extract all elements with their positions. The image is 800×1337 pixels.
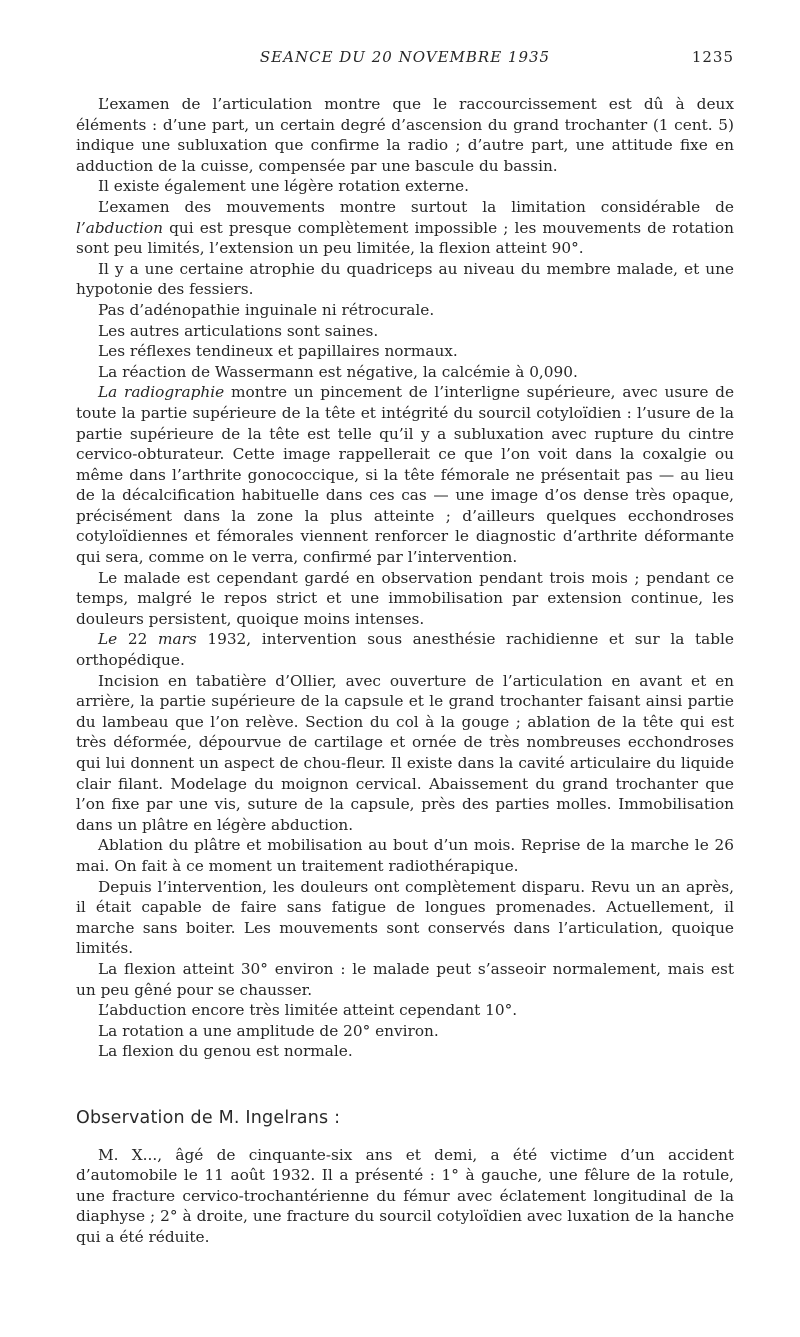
text-run: Il existe également une légère rotation externe.: [98, 177, 469, 196]
paragraph: [76, 362, 734, 383]
text-run: L’examen de l’articulation montre que le raccourcissement est dû à deux éléments : d’une part, un certain degré d’ascension du grand trochanter (1 cent. 5) indique une subluxation que confirme la radio ; d’autre part, une attitude fixe en adduction de la cuisse, compensée par une bascule du bassin.: [76, 95, 734, 175]
text-run: M. X..., âgé de cinquante-six ans et demi, a été victime d’un accident d’automobile le 11 août 1932. Il a présenté : 1° à gauche, une fêlure de la rotule, une fracture cervico-trochantérienne du fémur avec éclatement longitudinal de la diaphyse ; 2° à droite, une fracture du sourcil cotyloïdien avec luxation de la hanche qui a été réduite.: [76, 1145, 734, 1246]
italic-text: La radiographie: [98, 383, 225, 402]
paragraph: [76, 1041, 734, 1062]
text-run: La réaction de Wassermann est négative, la calcémie à 0,090.: [98, 362, 578, 381]
text-run: Pas d’adénopathie inguinale ni rétrocurale.: [98, 300, 435, 319]
paragraph: [76, 959, 734, 1000]
paragraph: [76, 176, 734, 197]
paragraph: [76, 197, 734, 259]
text-run: Le malade est cependant gardé en observation pendant trois mois ; pendant ce temps, malgré le repos strict et une immobilisation par extension continue, les douleurs persistent, quoique moins intenses.: [76, 568, 734, 628]
text-run: qui est presque complètement impossible ; les mouvements de rotation sont peu limités, l’extension un peu limitée, la flexion atteint 90°.: [76, 218, 734, 258]
text-run: Depuis l’intervention, les douleurs ont complètement disparu. Revu un an après, il était capable de faire sans fatigue de longues promenades. Actuellement, il marche sans boiter. Les mouvements sont conservés dans l’articulation, quoique limités.: [76, 877, 734, 958]
text-run: 22: [117, 630, 158, 649]
paragraph-list: [76, 94, 734, 1062]
paragraph: [76, 1145, 734, 1248]
paragraph: [76, 568, 734, 630]
text-run: Il y a une certaine atrophie du quadriceps au niveau du membre malade, et une hypotonie des fessiers.: [76, 259, 734, 299]
paragraph: [76, 321, 734, 342]
paragraph: [76, 1000, 734, 1021]
paragraph: [76, 629, 734, 670]
text-run: La flexion atteint 30° environ : le malade peut s’asseoir normalement, mais est un peu gêné pour se chausser.: [76, 959, 734, 999]
running-title: SEANCE DU 20 NOVEMBRE 1935: [259, 48, 551, 66]
text-run: Les autres articulations sont saines.: [98, 321, 379, 340]
italic-text: mars: [157, 630, 197, 649]
text-run: L’abduction encore très limitée atteint cependant 10°.: [98, 1001, 518, 1020]
paragraph: [76, 341, 734, 362]
italic-text: Le: [98, 630, 118, 649]
page-number: 1235: [691, 48, 734, 66]
paragraph: [76, 300, 734, 321]
text-run: Incision en tabatière d’Ollier, avec ouverture de l’articulation en avant et en arrière, la partie supérieure de la capsule et le grand trochanter faisant ainsi partie du lambeau que l’on relève. Section du col à la gouge ; ablation de la tête qui est très déformée, dépourvue de cartilage et ornée de très nombreuses ecchondroses qui lui donnent un aspect de chou-fleur. Il existe dans la cavité articulaire du liquide clair filant. Modelage du moignon cervical. Abaissement du grand trochanter que l’on fixe par une vis, suture de la capsule, près des parties molles. Immobilisation dans un plâtre en légère abduction.: [76, 671, 734, 834]
paragraph: [76, 671, 734, 836]
text-run: La flexion du genou est normale.: [98, 1042, 353, 1061]
observation-heading: Observation de M. Ingelrans :: [76, 1107, 341, 1128]
book-page: [76, 48, 734, 1318]
text-run: Les réflexes tendineux et papillaires normaux.: [98, 342, 458, 361]
italic-text: l’abduction: [76, 218, 163, 237]
paragraph: [76, 877, 734, 959]
observation-paragraph-list: [76, 1145, 734, 1248]
paragraph: [76, 259, 734, 300]
paragraph: [76, 94, 734, 176]
text-run: L’examen des mouvements montre surtout la limitation considérable de: [98, 197, 734, 216]
text-run: La rotation a une amplitude de 20° environ.: [98, 1021, 439, 1040]
text-run: Ablation du plâtre et mobilisation au bout d’un mois. Reprise de la marche le 26 mai. On fait à ce moment un traitement radiothérapique.: [76, 836, 734, 875]
paragraph: [76, 835, 734, 876]
paragraph: [76, 1021, 734, 1042]
text-run: montre un pincement de l’interligne supérieure, avec usure de toute la partie supérieure de la tête et intégrité du sourcil cotyloïdien : l’usure de la partie supérieure de la tête est telle qu’il y a subluxation avec rupture du cintre cervico-obturateur. Cette image rappellerait ce que l’on voit dans la coxalgie ou même dans l’arthrite gonococcique, si la tête fémorale ne présentait pas — au lieu de la décalcification habituelle dans ces cas — une image d’os dense très opaque, précisément dans la zone la plus atteinte ; d’ailleurs quelques ecchondroses cotyloïdiennes et fémorales viennent renforcer le diagnostic d’arthrite déformante qui sera, comme on le verra, confirmé par l’intervention.: [76, 383, 734, 567]
paragraph: [76, 382, 734, 567]
text-run: 1932, intervention sous anesthésie rachidienne et sur la table orthopédique.: [76, 630, 734, 670]
case-report-text: [76, 94, 734, 1247]
running-header: [76, 48, 734, 74]
